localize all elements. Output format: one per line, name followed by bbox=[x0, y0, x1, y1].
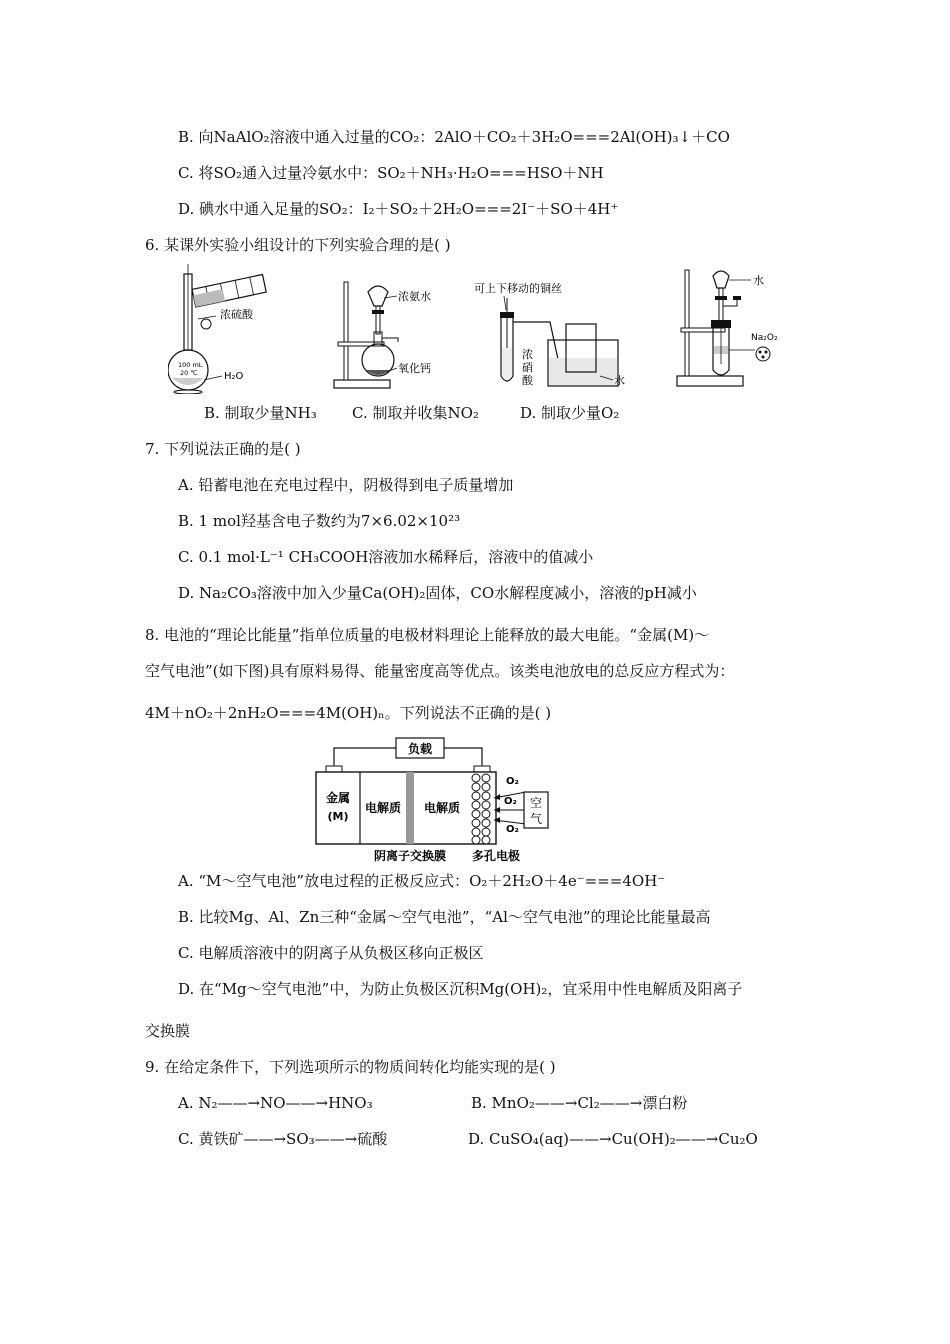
q5-option-c: C. 将SO₂通入过量冷氨水中：SO₂＋NH₃·H₂O===HSO＋NH bbox=[178, 164, 604, 182]
air-label-2: 气 bbox=[529, 812, 543, 826]
water-label: H₂O bbox=[224, 371, 244, 382]
anion-membrane-label: 阴离子交换膜 bbox=[373, 849, 447, 863]
q9-option-c: C. 黄铁矿——→SO₃——→硫酸 bbox=[178, 1130, 388, 1148]
q9-option-b: B. MnO₂——→Cl₂——→漂白粉 bbox=[471, 1094, 688, 1112]
metal-label: 金属 bbox=[325, 791, 351, 805]
porous-electrode-label: 多孔电极 bbox=[471, 849, 521, 863]
flask-volume-label: 100 mL bbox=[178, 361, 203, 369]
electrolyte-right-label: 电解质 bbox=[423, 801, 461, 815]
q5-option-d: D. 碘水中通入足量的SO₂：I₂＋SO₂＋2H₂O===2I⁻＋SO＋4H⁺ bbox=[178, 200, 619, 218]
figure-ammonia-apparatus bbox=[328, 278, 446, 390]
conc-sulfuric-acid-label: 浓硫酸 bbox=[220, 308, 253, 321]
q7-option-c: C. 0.1 mol·L⁻¹ CH₃COOH溶液加水稀释后，溶液中的值减小 bbox=[178, 548, 594, 566]
figure-metal-air-battery bbox=[310, 736, 560, 866]
trough-water-label: 水 bbox=[614, 374, 625, 387]
q8-stem-line1: 8. 电池的“理论比能量”指单位质量的电极材料理论上能释放的最大电能。“金属(M)～ bbox=[145, 626, 710, 644]
o2-label-mid: O₂ bbox=[504, 796, 517, 807]
copper-wire-label: 可上下移动的铜丝 bbox=[474, 282, 562, 295]
o2-label-bottom: O₂ bbox=[506, 824, 519, 835]
o2-label-top: O₂ bbox=[506, 776, 519, 787]
q8-option-c: C. 电解质溶液中的阴离子从负极区移向正极区 bbox=[178, 944, 484, 962]
q7-option-d: D. Na₂CO₃溶液中加入少量Ca(OH)₂固体，CO水解程度减小，溶液的pH减小 bbox=[178, 584, 697, 602]
funnel-water-label: 水 bbox=[753, 274, 764, 287]
q7-option-a: A. 铅蓄电池在充电过程中，阴极得到电子质量增加 bbox=[178, 476, 514, 494]
conc-nitric-2: 硝 bbox=[522, 361, 533, 374]
load-label: 负载 bbox=[407, 742, 433, 756]
q9-option-d: D. CuSO₄(aq)——→Cu(OH)₂——→Cu₂O bbox=[468, 1130, 758, 1148]
conc-nitric-1: 浓 bbox=[522, 348, 533, 361]
q6-caption-d: D. 制取少量O₂ bbox=[520, 404, 620, 422]
figure-volumetric-flask bbox=[168, 264, 278, 394]
figure-no2-apparatus bbox=[470, 278, 640, 390]
figure-oxygen-apparatus bbox=[673, 266, 788, 390]
q7-stem: 7. 下列说法正确的是( ) bbox=[145, 440, 301, 458]
q6-stem: 6. 某课外实验小组设计的下列实验合理的是( ) bbox=[145, 236, 451, 254]
q5-option-b: B. 向NaAlO₂溶液中通入过量的CO₂：2AlO＋CO₂＋3H₂O===2Al(OH)₃↓＋CO bbox=[178, 128, 730, 146]
q8-option-a: A. “M～空气电池”放电过程的正极反应式：O₂＋2H₂O＋4e⁻===4OH⁻ bbox=[178, 872, 666, 890]
q6-caption-c: C. 制取并收集NO₂ bbox=[352, 404, 479, 422]
sodium-peroxide-label: Na₂O₂ bbox=[751, 333, 778, 343]
q8-stem-line3: 4M＋nO₂＋2nH₂O===4M(OH)ₙ。下列说法不正确的是( ) bbox=[145, 704, 552, 722]
q6-caption-b: B. 制取少量NH₃ bbox=[204, 404, 317, 422]
q9-option-a: A. N₂——→NO——→HNO₃ bbox=[178, 1094, 373, 1112]
conc-nitric-3: 酸 bbox=[522, 374, 533, 387]
calcium-oxide-label: 氧化钙 bbox=[398, 362, 431, 375]
conc-ammonia-label: 浓氨水 bbox=[398, 290, 431, 303]
q7-option-b: B. 1 mol羟基含电子数约为7×6.02×10²³ bbox=[178, 512, 461, 530]
metal-m-label: (M) bbox=[327, 810, 349, 823]
electrolyte-left-label: 电解质 bbox=[364, 801, 402, 815]
q9-stem: 9. 在给定条件下，下列选项所示的物质间转化均能实现的是( ) bbox=[145, 1058, 556, 1076]
q8-option-b: B. 比较Mg、Al、Zn三种“金属～空气电池”，“Al～空气电池”的理论比能量最高 bbox=[178, 908, 711, 926]
q8-stem-line2: 空气电池”(如下图)具有原料易得、能量密度高等优点。该类电池放电的总反应方程式为： bbox=[145, 662, 735, 680]
flask-temp-label: 20 ℃ bbox=[180, 369, 198, 377]
air-label-1: 空 bbox=[529, 796, 543, 810]
q8-option-d-line1: D. 在“Mg～空气电池”中，为防止负极区沉积Mg(OH)₂，宜采用中性电解质及阳离子 bbox=[178, 980, 743, 998]
q8-option-d-line2: 交换膜 bbox=[145, 1022, 191, 1040]
